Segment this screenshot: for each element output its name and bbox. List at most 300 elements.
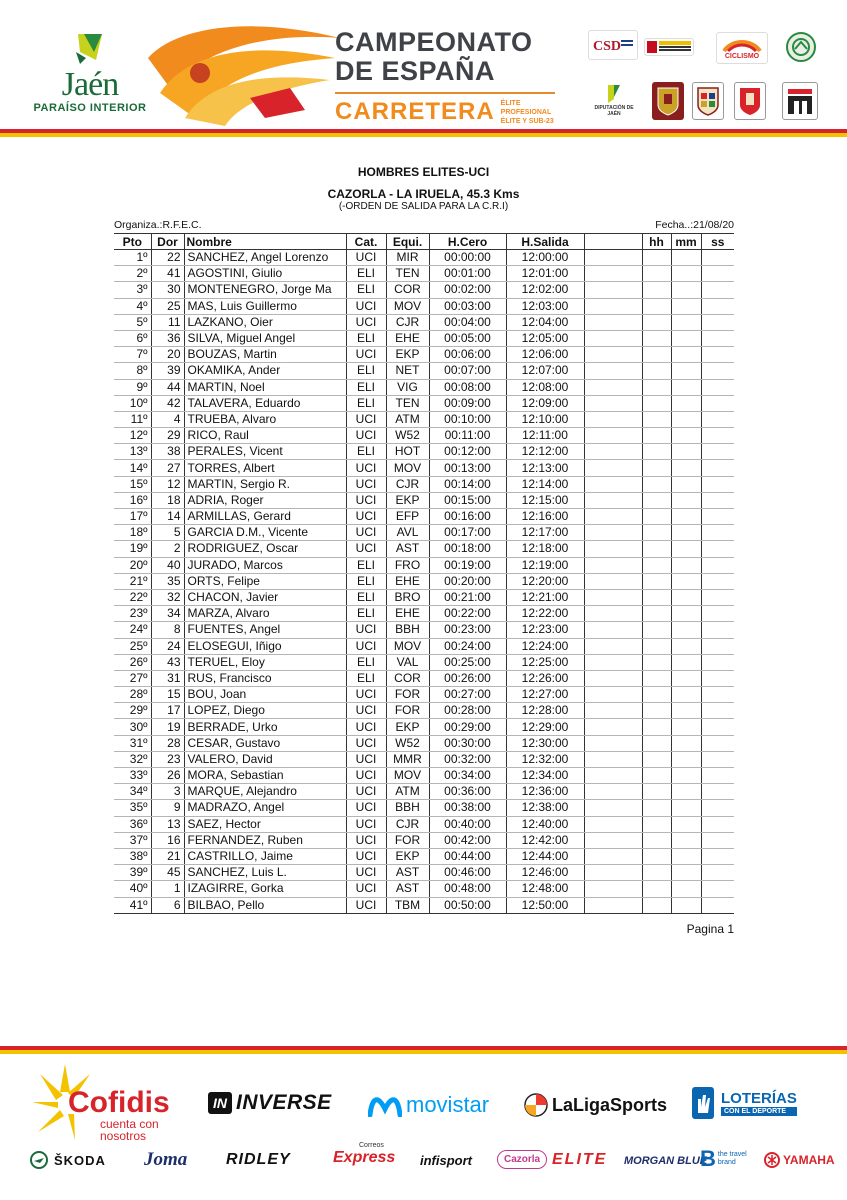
cell-ss (701, 314, 734, 330)
cell-category: UCI (346, 719, 386, 735)
loterias-name: LOTERÍAS (721, 1089, 797, 1107)
table-row (114, 703, 734, 719)
cell-hh (642, 282, 671, 298)
cell-blank (584, 751, 642, 767)
cell-mm (671, 622, 701, 638)
cell-position: 9º (114, 379, 151, 395)
elite-logo (552, 1149, 607, 1171)
movistar-name: movistar (406, 1092, 490, 1117)
yamaha-name: YAMAHA (783, 1153, 835, 1167)
cell-h-salida: 12:20:00 (506, 573, 584, 589)
inverse-badge-icon: IN (208, 1092, 232, 1114)
cell-ss (701, 768, 734, 784)
table-row (114, 816, 734, 832)
cell-ss (701, 606, 734, 622)
championship-title (335, 28, 565, 126)
col-header-hh: hh (642, 234, 671, 250)
cell-category: UCI (346, 622, 386, 638)
cell-mm (671, 751, 701, 767)
table-row (114, 525, 734, 541)
col-header-cat: Cat. (346, 234, 386, 250)
cell-dorsal: 4 (151, 411, 184, 427)
express-name: Express (333, 1149, 396, 1166)
cell-name: RICO, Raul (184, 428, 346, 444)
cell-team: VIG (386, 379, 429, 395)
cell-position: 5º (114, 314, 151, 330)
cell-name: ARMILLAS, Gerard (184, 509, 346, 525)
cell-name: FERNANDEZ, Ruben (184, 832, 346, 848)
ciclismo-text: CICLISMO (724, 52, 760, 60)
cell-h-salida: 12:00:00 (506, 250, 584, 266)
cell-dorsal: 17 (151, 703, 184, 719)
cell-position: 32º (114, 751, 151, 767)
cell-hh (642, 589, 671, 605)
cell-ss (701, 460, 734, 476)
cell-name: CASTRILLO, Jaime (184, 848, 346, 864)
cell-ss (701, 557, 734, 573)
cell-dorsal: 35 (151, 573, 184, 589)
cell-team: CJR (386, 476, 429, 492)
cell-mm (671, 395, 701, 411)
travel-brand-logo (700, 1144, 752, 1174)
travel-brand-name: the travel brand (717, 1151, 747, 1166)
cell-mm (671, 250, 701, 266)
cell-hh (642, 800, 671, 816)
cell-h-salida: 12:05:00 (506, 330, 584, 346)
cell-team: EHE (386, 606, 429, 622)
cell-h-salida: 12:09:00 (506, 395, 584, 411)
cell-team: ATM (386, 411, 429, 427)
cell-h-cero: 00:34:00 (429, 768, 506, 784)
start-order-table (114, 233, 734, 914)
cell-h-cero: 00:13:00 (429, 460, 506, 476)
cell-h-salida: 12:23:00 (506, 622, 584, 638)
cell-dorsal: 27 (151, 460, 184, 476)
cell-ss (701, 573, 734, 589)
cell-mm (671, 832, 701, 848)
laliga-logo (524, 1090, 667, 1120)
skoda-name: ŠKODA (54, 1152, 106, 1168)
cell-team: W52 (386, 735, 429, 751)
table-row (114, 509, 734, 525)
cell-mm (671, 735, 701, 751)
cell-hh (642, 428, 671, 444)
cell-hh (642, 816, 671, 832)
skoda-logo (30, 1148, 106, 1172)
cell-mm (671, 347, 701, 363)
cell-mm (671, 784, 701, 800)
cell-name: ADRIA, Roger (184, 492, 346, 508)
cell-team: MIR (386, 250, 429, 266)
cell-hh (642, 395, 671, 411)
cell-h-cero: 00:19:00 (429, 557, 506, 573)
cell-dorsal: 40 (151, 557, 184, 573)
cell-mm (671, 816, 701, 832)
cell-hh (642, 525, 671, 541)
cell-dorsal: 11 (151, 314, 184, 330)
cell-hh (642, 330, 671, 346)
cell-ss (701, 411, 734, 427)
cell-h-cero: 00:24:00 (429, 638, 506, 654)
cell-name: MARQUE, Alejandro (184, 784, 346, 800)
cell-name: TRUEBA, Alvaro (184, 411, 346, 427)
cell-hh (642, 832, 671, 848)
cell-blank (584, 654, 642, 670)
cell-h-cero: 00:44:00 (429, 848, 506, 864)
jaen-logo (30, 30, 150, 125)
organizer: Organiza.:R.F.E.C. (114, 219, 202, 231)
table-row (114, 395, 734, 411)
cell-h-salida: 12:50:00 (506, 897, 584, 913)
cell-blank (584, 848, 642, 864)
col-header-hcero: H.Cero (429, 234, 506, 250)
cell-name: AGOSTINI, Giulio (184, 266, 346, 282)
table-row (114, 832, 734, 848)
cell-h-salida: 12:18:00 (506, 541, 584, 557)
cell-ss (701, 266, 734, 282)
cell-ss (701, 509, 734, 525)
cell-blank (584, 735, 642, 751)
cell-blank (584, 282, 642, 298)
cell-h-cero: 00:46:00 (429, 865, 506, 881)
cell-position: 38º (114, 848, 151, 864)
cell-category: UCI (346, 751, 386, 767)
cell-dorsal: 9 (151, 800, 184, 816)
cell-mm (671, 881, 701, 897)
cell-h-cero: 00:28:00 (429, 703, 506, 719)
cell-mm (671, 298, 701, 314)
cell-mm (671, 638, 701, 654)
cell-name: LOPEZ, Diego (184, 703, 346, 719)
cell-team: EKP (386, 492, 429, 508)
cell-hh (642, 784, 671, 800)
cell-h-salida: 12:42:00 (506, 832, 584, 848)
cell-mm (671, 509, 701, 525)
cell-name: MORA, Sebastian (184, 768, 346, 784)
cell-name: SILVA, Miguel Angel (184, 330, 346, 346)
cell-position: 11º (114, 411, 151, 427)
cell-ss (701, 330, 734, 346)
movistar-logo (368, 1090, 489, 1120)
cell-category: UCI (346, 881, 386, 897)
cell-h-cero: 00:40:00 (429, 816, 506, 832)
cell-dorsal: 6 (151, 897, 184, 913)
table-row (114, 573, 734, 589)
cell-h-cero: 00:25:00 (429, 654, 506, 670)
cell-team: EKP (386, 719, 429, 735)
race-note: (-ORDEN DE SALIDA PARA LA C.R.I) (338, 201, 509, 212)
cell-mm (671, 444, 701, 460)
cell-ss (701, 379, 734, 395)
cell-category: UCI (346, 816, 386, 832)
divider (335, 92, 555, 94)
cell-team: EKP (386, 848, 429, 864)
cell-h-salida: 12:30:00 (506, 735, 584, 751)
cell-dorsal: 1 (151, 881, 184, 897)
table-row (114, 428, 734, 444)
cell-ss (701, 687, 734, 703)
table-row (114, 314, 734, 330)
cell-h-salida: 12:02:00 (506, 282, 584, 298)
cofidis-tagline2: nosotros (100, 1129, 147, 1143)
cofidis-logo (30, 1062, 180, 1142)
header-stripe-yellow (0, 133, 847, 137)
ayuntamiento-logo-icon (782, 82, 818, 120)
cell-category: ELI (346, 330, 386, 346)
cell-hh (642, 266, 671, 282)
table-row (114, 444, 734, 460)
cell-dorsal: 8 (151, 622, 184, 638)
rfec-ciclismo-logo-icon (716, 32, 768, 64)
cell-dorsal: 14 (151, 509, 184, 525)
cell-hh (642, 897, 671, 913)
cell-hh (642, 865, 671, 881)
cell-category: UCI (346, 298, 386, 314)
cell-blank (584, 314, 642, 330)
cell-dorsal: 21 (151, 848, 184, 864)
col-header-mm: mm (671, 234, 701, 250)
cell-name: OKAMIKA, Ander (184, 363, 346, 379)
cazorla-name: Cazorla (497, 1150, 547, 1169)
championship-line1: CAMPEONATO (335, 27, 533, 57)
cell-category: UCI (346, 492, 386, 508)
cell-hh (642, 411, 671, 427)
cell-team: MOV (386, 768, 429, 784)
laliga-ball-icon (524, 1093, 548, 1117)
cell-team: AST (386, 541, 429, 557)
cell-team: HOT (386, 444, 429, 460)
cell-h-cero: 00:02:00 (429, 282, 506, 298)
col-header-hsalida: H.Salida (506, 234, 584, 250)
cell-category: UCI (346, 768, 386, 784)
cell-h-cero: 00:26:00 (429, 670, 506, 686)
skoda-wing-icon (30, 1151, 48, 1169)
cell-hh (642, 573, 671, 589)
cell-hh (642, 881, 671, 897)
cell-name: MARTIN, Noel (184, 379, 346, 395)
cell-h-cero: 00:36:00 (429, 784, 506, 800)
table-row (114, 379, 734, 395)
yamaha-logo (764, 1148, 835, 1172)
table-row (114, 848, 734, 864)
cell-h-salida: 12:06:00 (506, 347, 584, 363)
cell-dorsal: 44 (151, 379, 184, 395)
cell-h-salida: 12:46:00 (506, 865, 584, 881)
cell-hh (642, 848, 671, 864)
cell-category: ELI (346, 573, 386, 589)
csd-logo-icon (588, 30, 638, 60)
table-row (114, 751, 734, 767)
cell-category: UCI (346, 638, 386, 654)
cell-category: UCI (346, 541, 386, 557)
cell-dorsal: 26 (151, 768, 184, 784)
cell-h-cero: 00:11:00 (429, 428, 506, 444)
cell-blank (584, 816, 642, 832)
inverse-name: INVERSE (236, 1091, 332, 1114)
cell-h-cero: 00:38:00 (429, 800, 506, 816)
cell-blank (584, 395, 642, 411)
cell-blank (584, 250, 642, 266)
cell-h-cero: 00:18:00 (429, 541, 506, 557)
cell-blank (584, 476, 642, 492)
cell-ss (701, 703, 734, 719)
cell-h-cero: 00:29:00 (429, 719, 506, 735)
cell-ss (701, 638, 734, 654)
cell-ss (701, 298, 734, 314)
spain-government-logo-icon (644, 38, 694, 56)
loterias-hand-icon (690, 1085, 716, 1121)
cell-blank (584, 444, 642, 460)
cell-dorsal: 43 (151, 654, 184, 670)
cell-hh (642, 476, 671, 492)
cell-category: UCI (346, 411, 386, 427)
cell-hh (642, 719, 671, 735)
cell-position: 36º (114, 816, 151, 832)
cell-category: UCI (346, 784, 386, 800)
cell-blank (584, 298, 642, 314)
cell-h-salida: 12:22:00 (506, 606, 584, 622)
cell-dorsal: 23 (151, 751, 184, 767)
elite-name: ELITE (552, 1151, 608, 1168)
cell-category: UCI (346, 509, 386, 525)
cell-h-cero: 00:23:00 (429, 622, 506, 638)
cell-hh (642, 509, 671, 525)
cell-team: EHE (386, 573, 429, 589)
cell-ss (701, 719, 734, 735)
cell-position: 25º (114, 638, 151, 654)
cell-h-cero: 00:00:00 (429, 250, 506, 266)
cell-position: 28º (114, 687, 151, 703)
cell-name: LAZKANO, Oier (184, 314, 346, 330)
cell-name: MAS, Luis Guillermo (184, 298, 346, 314)
col-header-pto: Pto (114, 234, 151, 250)
cell-ss (701, 670, 734, 686)
cell-h-cero: 00:08:00 (429, 379, 506, 395)
cell-mm (671, 573, 701, 589)
cell-h-cero: 00:15:00 (429, 492, 506, 508)
cell-hh (642, 703, 671, 719)
cell-hh (642, 735, 671, 751)
cell-dorsal: 22 (151, 250, 184, 266)
cell-position: 21º (114, 573, 151, 589)
cell-hh (642, 363, 671, 379)
cell-blank (584, 347, 642, 363)
correos-express-logo (333, 1142, 395, 1174)
cell-dorsal: 16 (151, 832, 184, 848)
cell-mm (671, 848, 701, 864)
cell-ss (701, 428, 734, 444)
cell-team: CJR (386, 816, 429, 832)
footer-stripe-yellow (0, 1050, 847, 1054)
championship-line2: DE ESPAÑA (335, 56, 496, 86)
cell-position: 37º (114, 832, 151, 848)
coat-of-arms-3-icon (734, 82, 766, 120)
cofidis-name: Cofidis (68, 1086, 170, 1119)
jaen-name: Jaén (61, 66, 119, 103)
cell-blank (584, 557, 642, 573)
cell-team: AST (386, 881, 429, 897)
cell-name: JURADO, Marcos (184, 557, 346, 573)
cell-team: AST (386, 865, 429, 881)
cell-dorsal: 18 (151, 492, 184, 508)
cell-name: CESAR, Gustavo (184, 735, 346, 751)
cell-ss (701, 395, 734, 411)
cell-category: UCI (346, 347, 386, 363)
cell-mm (671, 330, 701, 346)
table-row (114, 865, 734, 881)
table-row (114, 784, 734, 800)
cell-team: FOR (386, 687, 429, 703)
cell-dorsal: 31 (151, 670, 184, 686)
cell-ss (701, 589, 734, 605)
cell-position: 27º (114, 670, 151, 686)
cell-category: UCI (346, 687, 386, 703)
category-labels (501, 99, 565, 126)
cell-h-cero: 00:10:00 (429, 411, 506, 427)
cell-team: BBH (386, 622, 429, 638)
cell-h-cero: 00:03:00 (429, 298, 506, 314)
cell-position: 1º (114, 250, 151, 266)
cell-name: SANCHEZ, Luis L. (184, 865, 346, 881)
cell-h-salida: 12:16:00 (506, 509, 584, 525)
cell-mm (671, 670, 701, 686)
cell-name: RUS, Francisco (184, 670, 346, 686)
cell-position: 30º (114, 719, 151, 735)
cell-h-cero: 00:14:00 (429, 476, 506, 492)
table-row (114, 250, 734, 266)
cell-dorsal: 36 (151, 330, 184, 346)
cell-hh (642, 768, 671, 784)
cell-hh (642, 460, 671, 476)
cell-position: 23º (114, 606, 151, 622)
cell-hh (642, 606, 671, 622)
table-row (114, 330, 734, 346)
cell-team: BRO (386, 589, 429, 605)
cell-category: UCI (346, 250, 386, 266)
cell-ss (701, 865, 734, 881)
cell-name: SANCHEZ, Angel Lorenzo (184, 250, 346, 266)
cell-hh (642, 444, 671, 460)
cell-name: BOU, Joan (184, 687, 346, 703)
cofidis-tagline1: cuenta con (100, 1117, 159, 1131)
cell-category: UCI (346, 832, 386, 848)
col-header-ss: ss (701, 234, 734, 250)
cell-name: GARCIA D.M., Vicente (184, 525, 346, 541)
cell-mm (671, 703, 701, 719)
cell-mm (671, 282, 701, 298)
cell-blank (584, 768, 642, 784)
cell-category: ELI (346, 557, 386, 573)
cell-team: COR (386, 670, 429, 686)
cell-h-salida: 12:32:00 (506, 751, 584, 767)
cell-hh (642, 250, 671, 266)
cell-position: 40º (114, 881, 151, 897)
cell-ss (701, 363, 734, 379)
cell-blank (584, 541, 642, 557)
cell-h-salida: 12:19:00 (506, 557, 584, 573)
asociacion-logo-icon (786, 32, 816, 62)
cell-category: ELI (346, 670, 386, 686)
cell-blank (584, 411, 642, 427)
cell-blank (584, 719, 642, 735)
cell-h-cero: 00:32:00 (429, 751, 506, 767)
cell-category: UCI (346, 848, 386, 864)
cell-blank (584, 509, 642, 525)
cell-ss (701, 897, 734, 913)
col-header-equi: Equi. (386, 234, 429, 250)
cell-h-salida: 12:38:00 (506, 800, 584, 816)
table-row (114, 768, 734, 784)
